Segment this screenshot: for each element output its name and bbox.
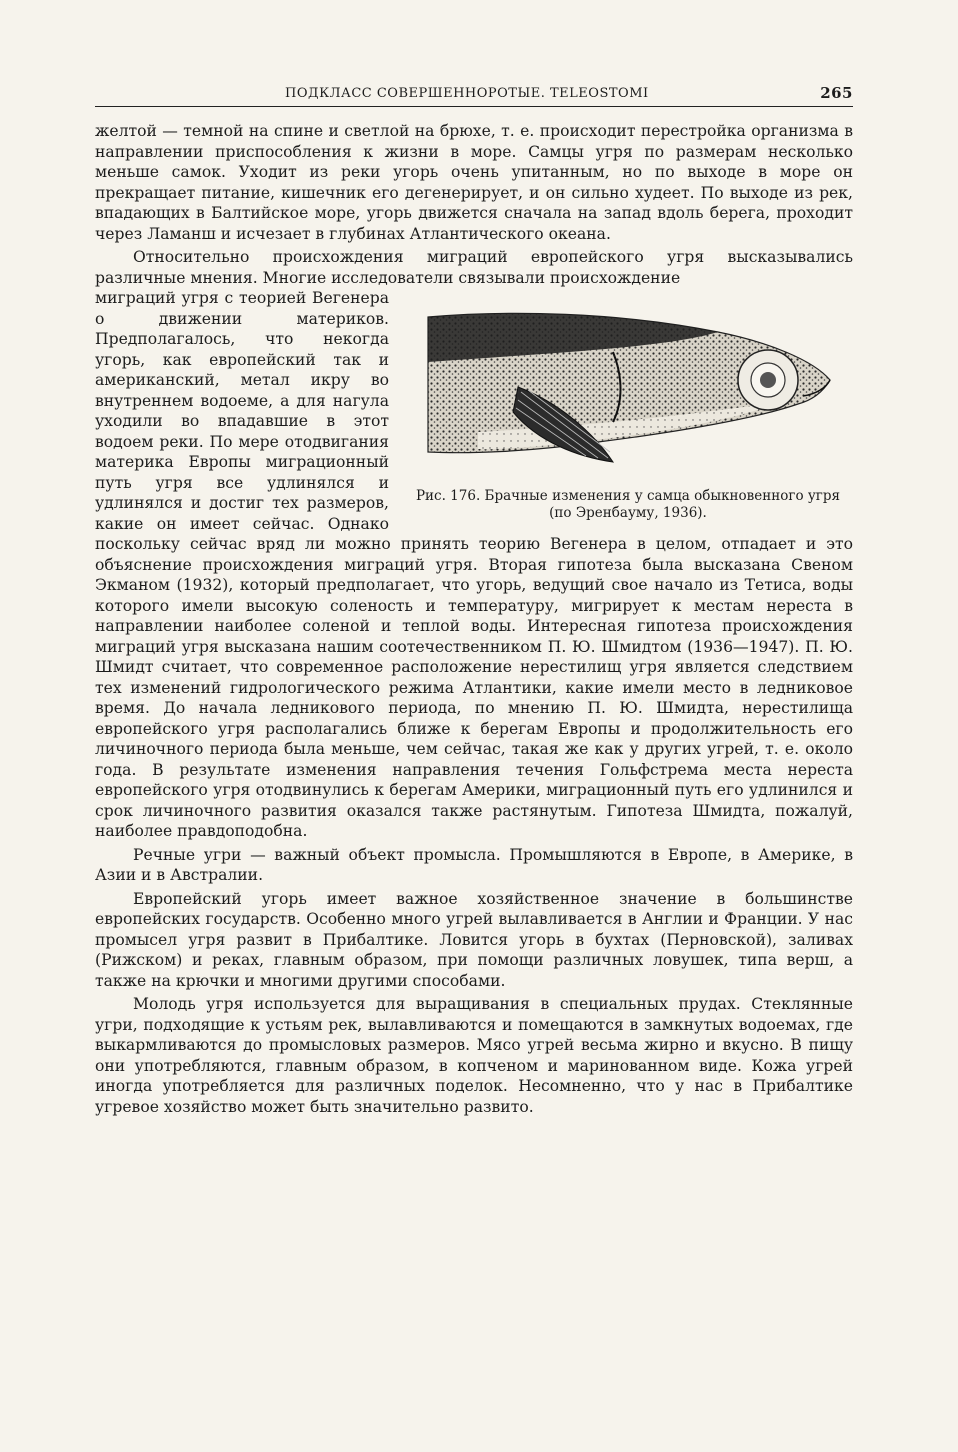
running-header: [95, 84, 853, 107]
paragraph-2-body: миграций угря с теорией Вегенера о движении материков. Предполагалось, что некогда угорь, как европейский так и американский, метал икру во внутреннем водоеме, а для нагула уходили во впадавшие в этот водоем реки. По мере отодвигания материка Европы миграционный путь угря все удлинялся и удлинялся и достиг тех размеров, какие он имеет сейчас. Однако поскольку сейчас вряд ли можно принять теорию Вегенера в целом, отпадает и это объяснение происхождения миграций угря. Вторая гипотеза была высказана Свеном Экманом (1932), который предполагает, что угорь, ведущий свое начало из Тетиса, воды которого имели высокую соленость и температуру, мигрирует к местам нереста в направлении наиболее соленой и теплой воды. Интересная гипотеза происхождения миграций угря высказана нашим соотечественником П. Ю. Шмидтом (1936—1947). П. Ю. Шмидт считает, что современное расположение нерестилищ угря является следствием тех изменений гидрологического режима Атлантики, какие имели место в ледниковое время. До начала ледникового периода, по мнению П. Ю. Шмидта, нерестилища европейского угря располагались ближе к берегам Европы и продолжительность его личиночного периода была меньше, чем сейчас, такая же как у других угрей, т. е. около года. В результате изменения направления течения Гольфстрема места нереста европейского угря отодвинулись к берегам Америки, миграционный путь его удлинился и срок личиночного развития оказался также растянутым. Гипотеза Шмидта, пожалуй, наиболее правдоподобна.: [95, 289, 853, 840]
paragraph-2-lead: Относительно происхождения миграций европейского угря высказывались различные мнения. Многие исследователи связывали происхождение: [95, 248, 853, 287]
figure-caption: Рис. 176. Брачные изменения у самца обыкновенного угря (по Эренбауму, 1936).: [415, 488, 841, 521]
paragraph-3: Речные угри — важный объект промысла. Промышляются в Европе, в Америке, в Азии и в Австралии.: [95, 845, 853, 884]
book-page: [95, 84, 853, 1117]
paragraph-1: желтой — темной на спине и светлой на брюхе, т. е. происходит перестройка организма в направлении приспособления к жизни в море. Самцы угря по размерам несколько меньше самок. Уходит из реки угорь очень упитанным, но по выходе в море он прекращает питание, кишечник его дегенерирует, и он сильно худеет. По выходе из рек, впадающих в Балтийское море, угорь движется сначала на запад вдоль берега, проходит через Ламанш и исчезает в глубинах Атлантического океана.: [95, 122, 853, 243]
eel-head-illustration: [418, 292, 838, 482]
running-title: ПОДКЛАСС СОВЕРШЕННОРОТЫЕ. TELEOSTOMI: [285, 86, 649, 101]
page-number: 265: [820, 84, 853, 102]
paragraph-5: Молодь угря используется для выращивания в специальных прудах. Стеклянные угри, подходящие к устьям рек, вылавливаются и помещаются в замкнутых водоемах, где выкармливаются до промысловых размеров. Мясо угрей весьма жирно и вкусно. В пищу они употребляются, главным образом, в копченом и маринованном виде. Кожа угрей иногда употребляется для различных поделок. Несомненно, что у нас в Прибалтике угревое хозяйство может быть значительно развито.: [95, 995, 853, 1116]
figure-176: [403, 292, 853, 522]
body-text: [95, 121, 853, 1117]
paragraph-4: Европейский угорь имеет важное хозяйственное значение в большинстве европейских государств. Особенно много угрей вылавливается в Англии и Франции. У нас промысел угря развит в Прибалтике. Ловится угорь в бухтах (Перновской), заливах (Рижском) и реках, главным образом, при помощи различных ловушек, типа верш, а также на крючки и многими другими способами.: [95, 889, 853, 990]
